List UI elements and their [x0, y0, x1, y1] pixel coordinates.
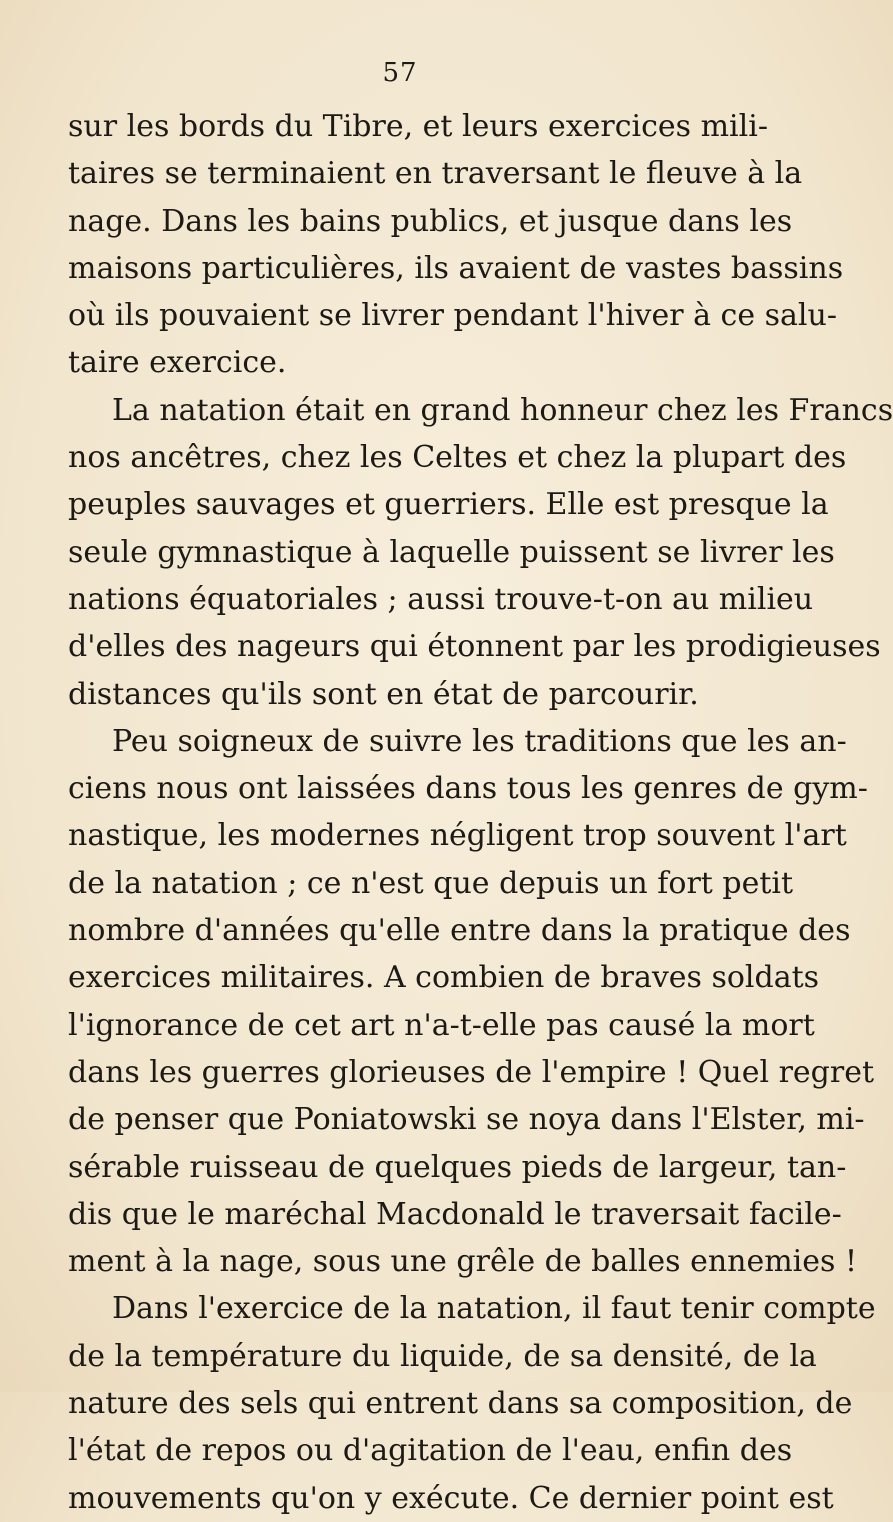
- body-text: [68, 103, 893, 1522]
- text-line: sur les bords du Tibre, et leurs exercices mili-: [68, 109, 768, 144]
- text-line: mouvements qu'on y exécute. Ce dernier point est: [68, 1480, 834, 1516]
- text-line: nombre d'années qu'elle entre dans la pratique des: [68, 913, 851, 949]
- text-line: Peu soigneux de suivre les traditions que les an-: [112, 723, 847, 759]
- text-line: taires se terminaient en traversant le fleuve à la: [68, 156, 803, 192]
- text-line: de la natation ; ce n'est que depuis un fort petit: [68, 865, 794, 901]
- text-line: sérable ruisseau de quelques pieds de largeur, tan-: [68, 1149, 847, 1185]
- text-line: Dans l'exercice de la natation, il faut tenir compte: [112, 1291, 876, 1327]
- text-line: ment à la nage, sous une grêle de balles ennemies !: [68, 1244, 858, 1280]
- text-line: d'elles des nageurs qui étonnent par les prodigieuses: [68, 629, 881, 665]
- text-line: La natation était en grand honneur chez les Francs: [112, 392, 893, 428]
- text-line: de penser que Poniatowski se noya dans l'Elster, mi-: [68, 1102, 865, 1138]
- text-line: nature des sels qui entrent dans sa composition, de: [68, 1386, 853, 1422]
- text-line: dans les guerres glorieuses de l'empire ! Quel regret: [68, 1054, 875, 1090]
- text-line: maisons particulières, ils avaient de vastes bassins: [68, 250, 844, 286]
- page-number: 57: [382, 58, 418, 88]
- text-line: où ils pouvaient se livrer pendant l'hiver à ce salu-: [68, 298, 837, 334]
- text-line: peuples sauvages et guerriers. Elle est presque la: [68, 487, 829, 523]
- text-line: exercices militaires. A combien de braves soldats: [68, 960, 820, 996]
- text-line: nations équatoriales ; aussi trouve-t-on au milieu: [68, 581, 814, 617]
- text-line: l'ignorance de cet art n'a-t-elle pas causé la mort: [68, 1007, 815, 1043]
- text-line: taire exercice.: [68, 345, 287, 381]
- text-line: ciens nous ont laissées dans tous les genres de gym-: [68, 771, 868, 807]
- text-line: nos ancêtres, chez les Celtes et chez la plupart des: [68, 440, 847, 476]
- text-line: de la température du liquide, de sa densité, de la: [68, 1338, 817, 1374]
- text-line: l'état de repos ou d'agitation de l'eau, enfin des: [68, 1433, 793, 1469]
- text-line: nage. Dans les bains publics, et jusque dans les: [68, 203, 793, 239]
- text-line: distances qu'ils sont en état de parcourir.: [68, 676, 699, 712]
- text-line: nastique, les modernes négligent trop souvent l'art: [68, 818, 847, 854]
- text-line: dis que le maréchal Macdonald le traversait facile-: [68, 1196, 842, 1232]
- text-line: seule gymnastique à laquelle puissent se livrer les: [68, 534, 835, 570]
